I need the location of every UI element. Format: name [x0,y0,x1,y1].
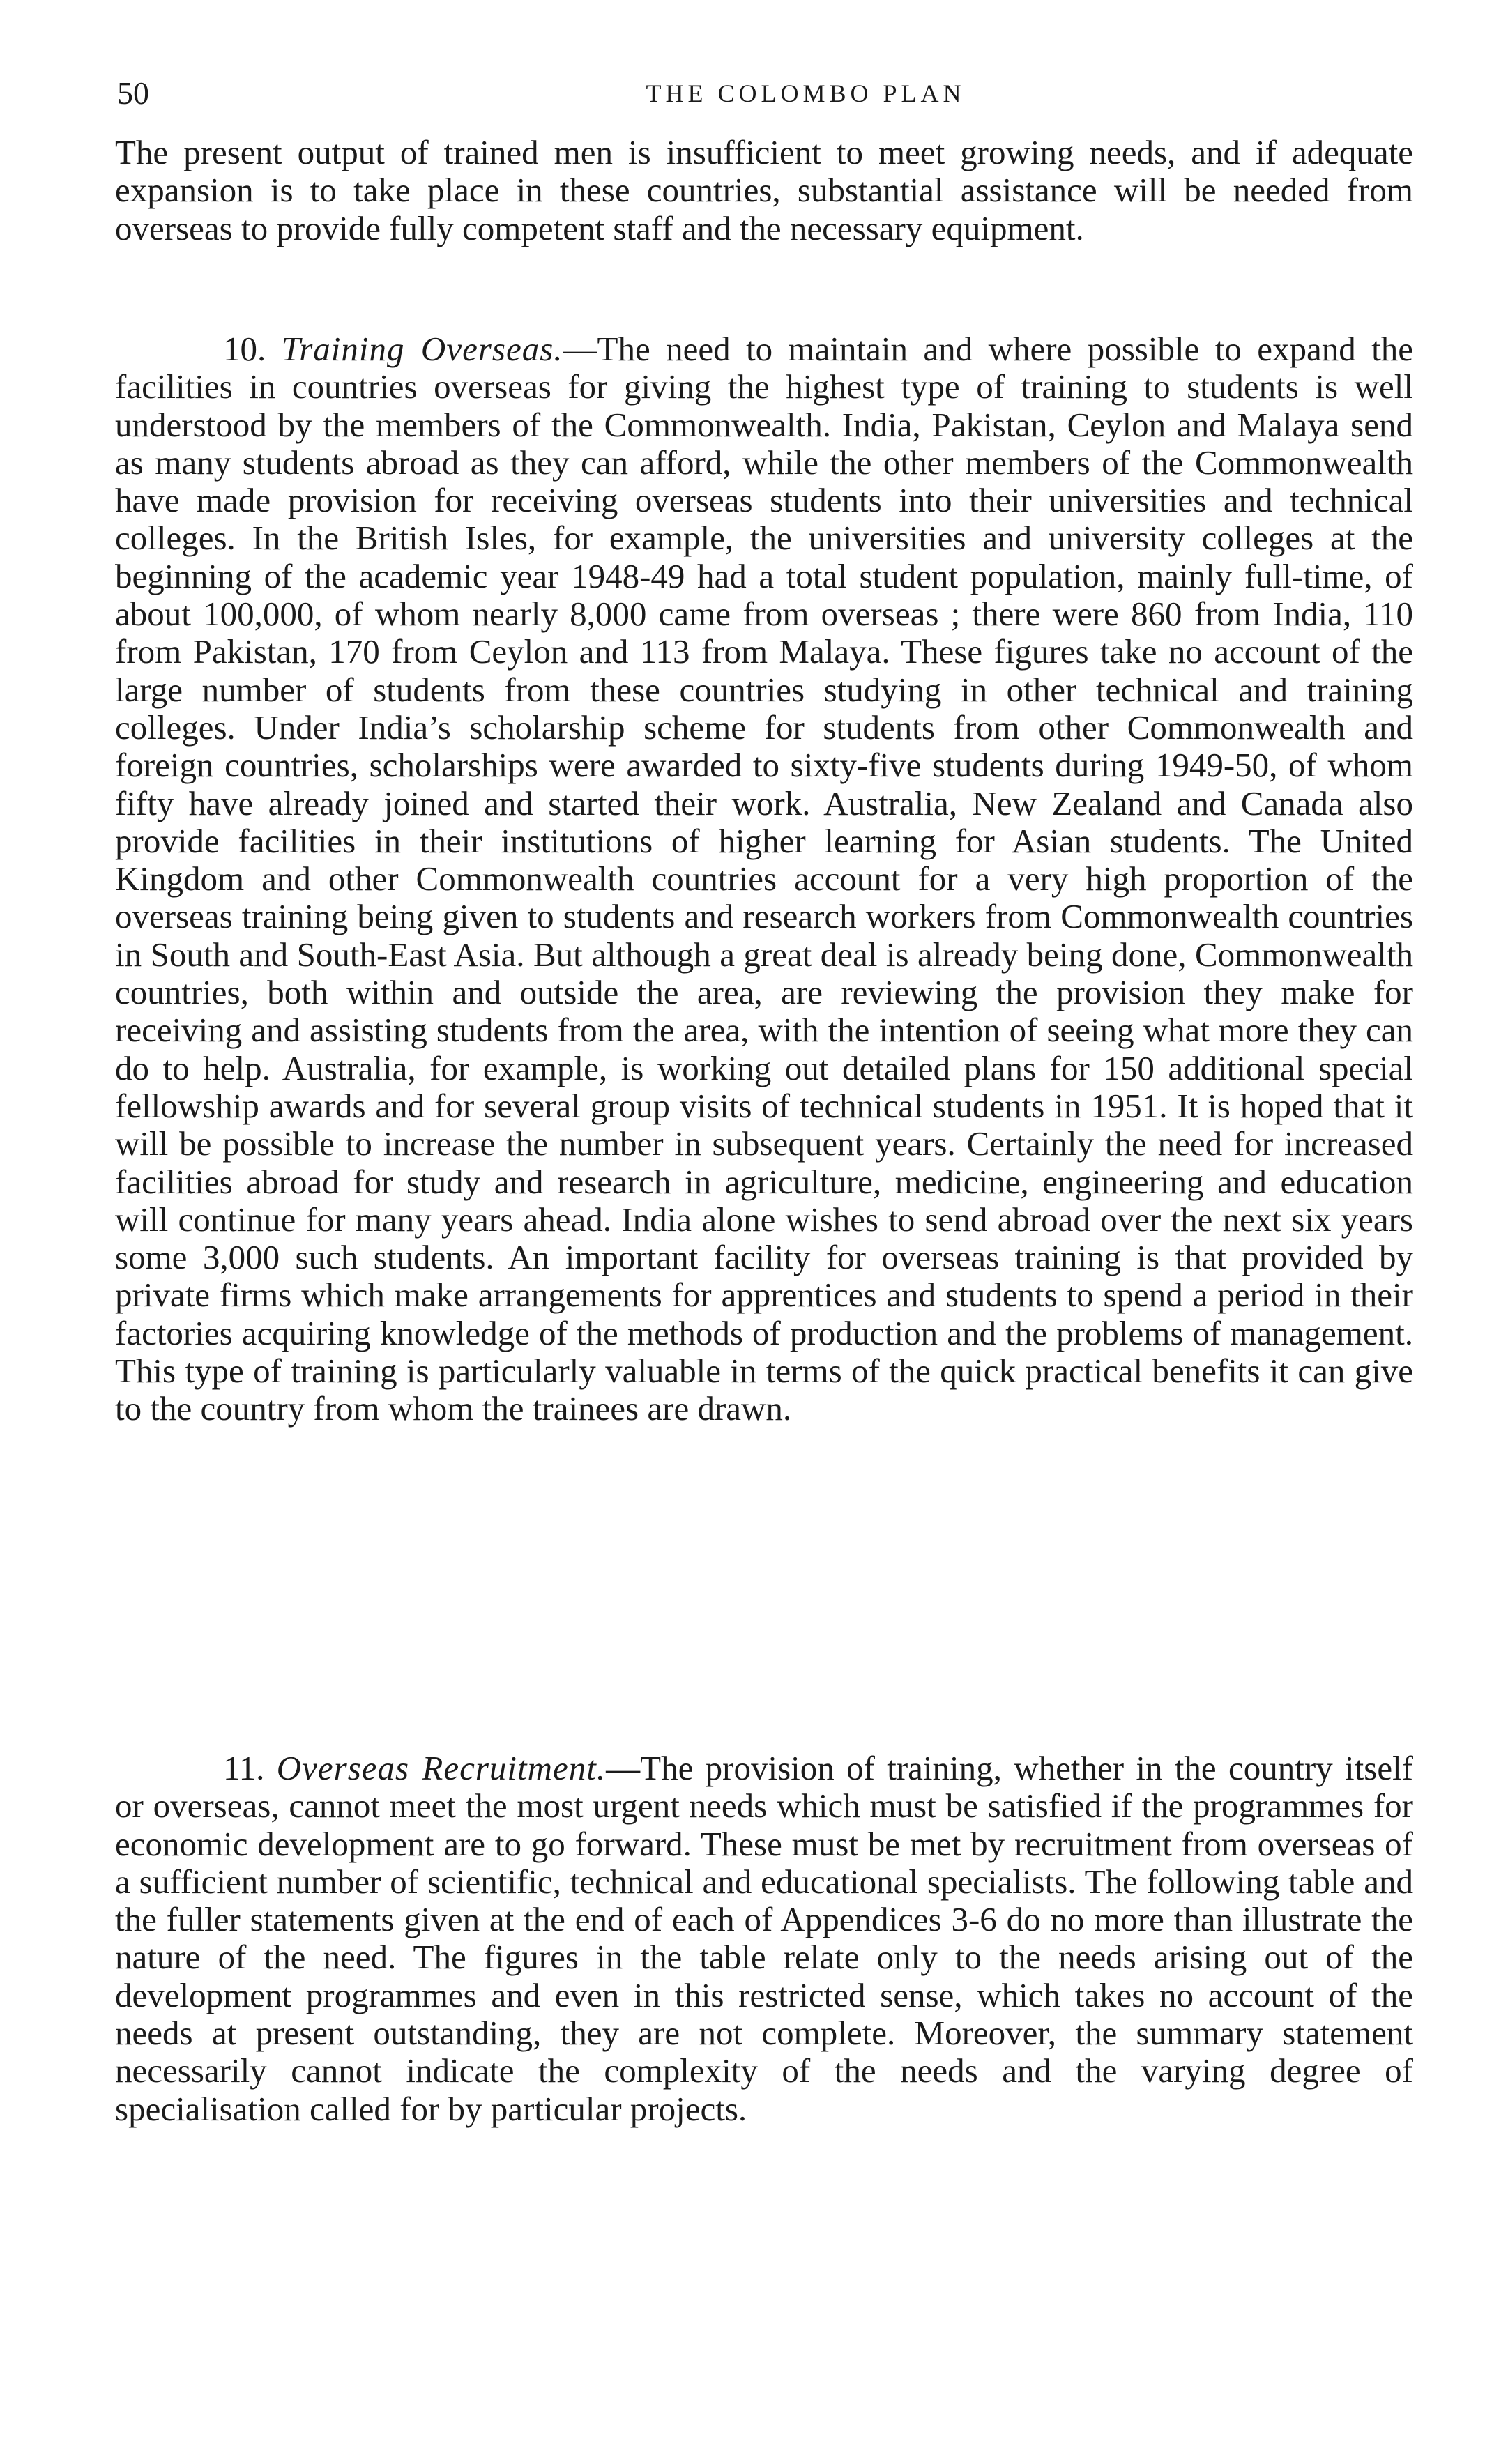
paragraph-text: —The need to maintain and where possible to expand the facilities in countries overseas for giving the highest type of training to students is well understood by the members of the Commonwealth. India, Pakistan, Ceylon and Malaya send as many students abroad as they can afford, while the other members of the Commonwealth have made provision for receiving overseas students into their universities and technical colleges. In the British Isles, for example, the universities and university colleges at the beginning of the academic year 1948-49 had a total student population, mainly full-time, of about 100,000, of whom nearly 8,000 came from overseas ; there were 860 from India, 110 from Pakistan, 170 from Ceylon and 113 from Malaya. These figures take no account of the large number of students from these countries studying in other technical and training colleges. Under India’s scholarship scheme for students from other Commonwealth and foreign countries, scholarships were awarded to sixty-five students during 1949-50, of whom fifty have already joined and started their work. Australia, New Zealand and Canada also provide facilities in their institutions of higher learning for Asian students. The United Kingdom and other Commonwealth countries account for a very high proportion of the overseas training being given to students and research workers from Commonwealth countries in South and South-East Asia. But although a great deal is already being done, Commonwealth countries, both within and outside the area, are reviewing the provision they make for receiving and assisting students from the area, with the intention of seeing what more they can do to help. Australia, for example, is working out detailed plans for 150 additional special fellowship awards and for several group visits of technical students in 1951. It is hoped that it will be possible to increase the number in subsequent years. Certainly the need for increased facilities abroad for study and research in agriculture, medicine, engineering and education will continue for many years ahead. India alone wishes to send abroad over the next six years some 3,000 such students. An important facility for overseas training is that provided by private firms which make arrangements for apprentices and students to spend a period in their factories acquiring knowledge of the methods of production and the problems of management. This type of training is particularly valuable in terms of the quick practical benefits it can give to the country from whom the trainees are drawn. [115,330,1414,1428]
paragraph-intro [115,134,1413,247]
paragraph-training-overseas [115,330,1413,1428]
paragraph-text: —The provision of training, whether in the country itself or overseas, cannot meet the most urgent needs which must be satisfied if the programmes for economic development are to go forward. These must be met by recruitment from overseas of a sufficient number of scientific, technical and educational specialists. The following table and the fuller statements given at the end of each of Appendices 3-6 do no more than illustrate the nature of the need. The figures in the table relate only to the needs arising out of the development programmes and even in this restricted sense, which takes no account of the needs at present outstanding, they are not complete. Moreover, the summary statement necessarily cannot indicate the complexity of the needs and the varying degree of specialisation called for by particular projects. [115,1749,1413,2128]
paragraph-text: The present output of trained men is insufficient to meet growing needs, and if adequate expansion is to take place in these countries, substantial assistance will be needed from overseas to provide fully competent staff and the necessary equipment. [115,133,1413,247]
paragraph-number: 11. [223,1749,265,1787]
running-title: THE COLOMBO PLAN [646,79,966,107]
running-head [117,72,1403,114]
paragraph-number: 10. [223,330,266,368]
paragraph-heading: Training Overseas. [281,330,563,368]
paragraph-overseas-recruitment [115,1750,1413,2128]
page-number: 50 [117,75,149,111]
paragraph-heading: Overseas Recruitment. [276,1749,607,1787]
